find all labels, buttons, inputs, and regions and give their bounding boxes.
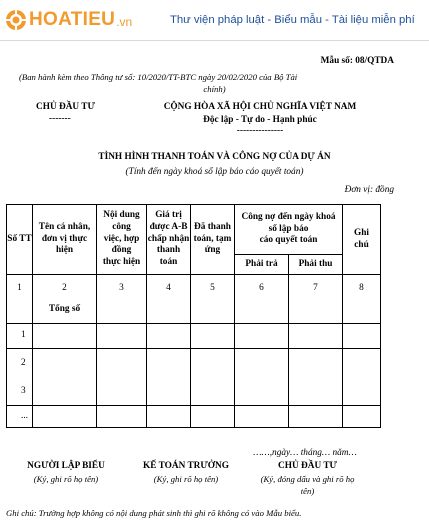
site-logo[interactable]: [5, 6, 132, 34]
table-row: 2 3: [7, 349, 381, 406]
investor-note-line2: tên): [300, 486, 315, 496]
issued-by-line2: chính): [203, 84, 226, 94]
country-name: CỘNG HÒA XÃ HỘI CHỦ NGHĨA VIỆT NAM: [163, 102, 357, 112]
issued-by-line1: (Ban hành kèm theo Thông tư số: 10/2020/TT-BTC ngày 20/02/2020 của Bộ Tài: [19, 72, 298, 82]
header-name: Tên cá nhân, đơn vị thực hiện: [33, 205, 97, 275]
table-header-row: [7, 205, 381, 255]
preparer-note: (Ký, ghi rõ họ tên): [33, 474, 99, 484]
total-label: Tổng số: [48, 303, 81, 314]
header-content: Nội dung công việc, hợp đồng thực hiện: [97, 205, 147, 275]
col-number: 4: [147, 275, 191, 324]
investor-heading: CHỦ ĐẦU TƯ: [36, 102, 95, 112]
investor-dash: -------: [49, 114, 71, 124]
report-title: TÌNH HÌNH THANH TOÁN VÀ CÔNG NỢ CỦA DỰ ÁN: [98, 152, 331, 162]
national-motto: Độc lập - Tự do - Hạnh phúc: [203, 115, 317, 125]
logo-emblem-icon: [5, 9, 27, 31]
col-number: 6: [235, 275, 289, 324]
col-number: 7: [289, 275, 343, 324]
col-number: 2 Tổng số: [33, 275, 97, 324]
header-stt: Số TT: [7, 205, 33, 275]
date-line: ……,ngày… tháng… năm…: [253, 448, 357, 458]
table-row: 1: [7, 324, 381, 349]
header-debt: Công nợ đến ngày khoá sổ lập báo cáo quyết toán: [235, 205, 343, 255]
header-note: Ghi chú: [343, 205, 381, 275]
logo-text: HOATIEU: [29, 9, 116, 30]
header-receivable: Phải thu: [289, 255, 343, 275]
col-number: 5: [191, 275, 235, 324]
investor-note-line1: (Ký, đóng dấu và ghi rõ họ: [260, 474, 355, 484]
preparer-title: NGƯỜI LẬP BIỂU: [27, 461, 105, 471]
form-code: Mẫu số: 08/QTDA: [320, 56, 394, 66]
logo-suffix: .vn: [116, 15, 133, 29]
investor-signature-title: CHỦ ĐẦU TƯ: [278, 461, 337, 471]
table-number-row: [7, 275, 381, 324]
motto-dash: ---------------: [236, 126, 284, 136]
banner-divider: [0, 40, 429, 41]
header-paid: Đã thanh toán, tạm ứng: [191, 205, 235, 275]
accountant-note: (Ký, ghi rõ họ tên): [153, 474, 219, 484]
col-number: 3: [97, 275, 147, 324]
col-number: 8: [343, 275, 381, 324]
site-tagline: Thư viện pháp luật - Biểu mẫu - Tài liệu miễn phí: [170, 14, 415, 26]
col-number: 1: [7, 275, 33, 324]
footnote: Ghi chú: Trường hợp không có nội dung phát sinh thì ghi rõ không có vào Mẫu biểu.: [6, 508, 302, 518]
payment-debt-table: [6, 204, 381, 428]
header-payable: Phải trả: [235, 255, 289, 275]
table-row: ...: [7, 406, 381, 428]
header-value: Giá trị được A-B chấp nhận thanh toán: [147, 205, 191, 275]
accountant-title: KẾ TOÁN TRƯỞNG: [143, 461, 229, 471]
currency-unit: Đơn vị: đồng: [344, 185, 394, 195]
report-subtitle: (Tính đến ngày khoá sổ lập báo cáo quyết toán): [125, 167, 304, 177]
